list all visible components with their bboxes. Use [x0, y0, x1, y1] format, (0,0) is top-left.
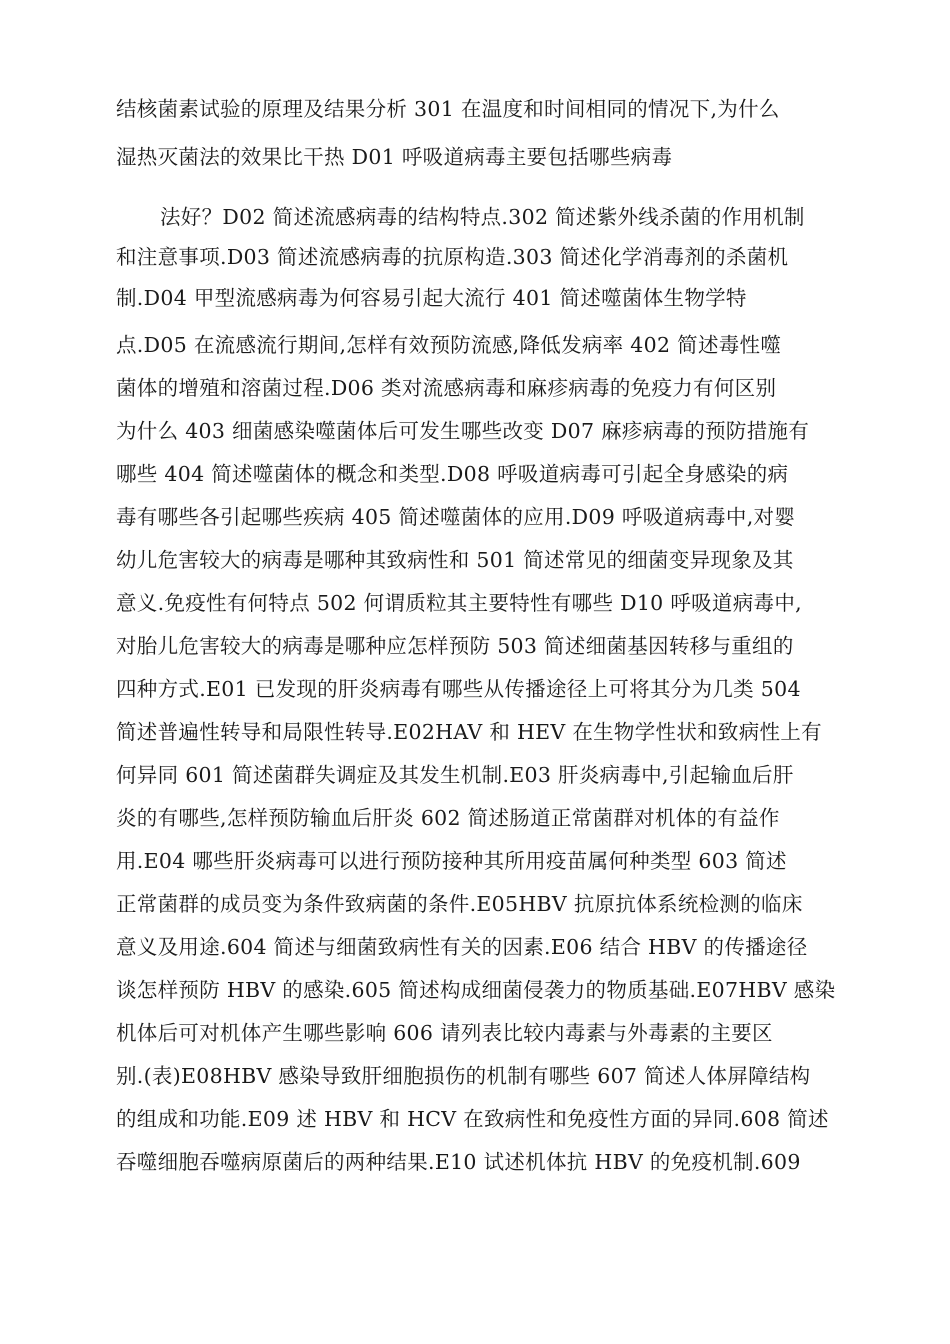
text-line: 结核菌素试验的原理及结果分析 301 在温度和时间相同的情况下,为什么 — [116, 97, 780, 121]
text-line: 正常菌群的成员变为条件致病菌的条件.E05HBV 抗原抗体系统检测的临床 — [116, 892, 803, 916]
text-line: 何异同 601 简述菌群失调症及其发生机制.E03 肝炎病毒中,引起输血后肝 — [116, 763, 794, 787]
text-line: 幼儿危害较大的病毒是哪种其致病性和 501 简述常见的细菌变异现象及其 — [116, 548, 794, 572]
text-line: 炎的有哪些,怎样预防输血后肝炎 602 简述肠道正常菌群对机体的有益作 — [116, 806, 780, 830]
text-line: 用.E04 哪些肝炎病毒可以进行预防接种其所用疫苗属何种类型 603 简述 — [116, 849, 787, 873]
text-line: 点.D05 在流感流行期间,怎样有效预防流感,降低发病率 402 简述毒性噬 — [116, 333, 782, 357]
text-line: 机体后可对机体产生哪些影响 606 请列表比较内毒素与外毒素的主要区 — [116, 1021, 773, 1045]
text-line: 湿热灭菌法的效果比干热 D01 呼吸道病毒主要包括哪些病毒 — [116, 145, 673, 169]
text-line: 吞噬细胞吞噬病原菌后的两种结果.E10 试述机体抗 HBV 的免疫机制.609 — [116, 1150, 801, 1174]
text-line: 简述普遍性转导和局限性转导.E02HAV 和 HEV 在生物学性状和致病性上有 — [116, 720, 822, 744]
text-line: 四种方式.E01 已发现的肝炎病毒有哪些从传播途径上可将其分为几类 504 — [116, 677, 801, 701]
text-line: 哪些 404 简述噬菌体的概念和类型.D08 呼吸道病毒可引起全身感染的病 — [116, 462, 789, 486]
text-line: 对胎儿危害较大的病毒是哪种应怎样预防 503 简述细菌基因转移与重组的 — [116, 634, 794, 658]
text-line: 意义及用途.604 简述与细菌致病性有关的因素.E06 结合 HBV 的传播途径 — [116, 935, 808, 959]
text-line: 制.D04 甲型流感病毒为何容易引起大流行 401 简述噬菌体生物学特 — [116, 286, 747, 310]
text-line: 别.(表)E08HBV 感染导致肝细胞损伤的机制有哪些 607 简述人体屏障结构 — [116, 1064, 811, 1088]
text-line: 的组成和功能.E09 述 HBV 和 HCV 在致病性和免疫性方面的异同.608 简述 — [116, 1107, 829, 1131]
text-line: 谈怎样预防 HBV 的感染.605 简述构成细菌侵袭力的物质基础.E07HBV 感染 — [116, 978, 836, 1002]
text-line: 为什么 403 细菌感染噬菌体后可发生哪些改变 D07 麻疹病毒的预防措施有 — [116, 419, 810, 443]
text-line: 毒有哪些各引起哪些疾病 405 简述噬菌体的应用.D09 呼吸道病毒中,对婴 — [116, 505, 796, 529]
text-line: 意义.免疫性有何特点 502 何谓质粒其主要特性有哪些 D10 呼吸道病毒中, — [116, 591, 802, 615]
text-line: 菌体的增殖和溶菌过程.D06 类对流感病毒和麻疹病毒的免疫力有何区别 — [116, 376, 777, 400]
text-line: 和注意事项.D03 简述流感病毒的抗原构造.303 简述化学消毒剂的杀菌机 — [116, 245, 789, 269]
text-line: 法好？D02 简述流感病毒的结构特点.302 简述紫外线杀菌的作用机制 — [160, 205, 805, 229]
